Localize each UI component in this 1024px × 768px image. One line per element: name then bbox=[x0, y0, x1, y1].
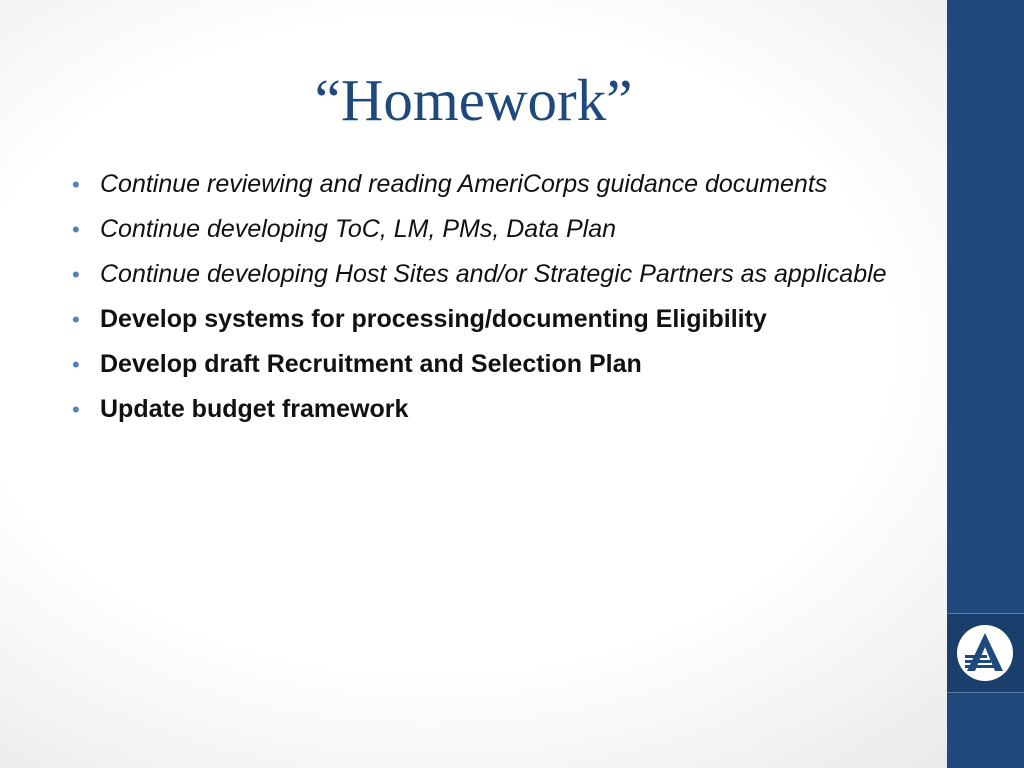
logo-block bbox=[947, 614, 1024, 692]
bullet-dot-icon: • bbox=[72, 352, 80, 377]
bullet-text: Develop systems for processing/documenting Eligibility bbox=[100, 305, 767, 333]
bullet-text: Update budget framework bbox=[100, 395, 409, 423]
bullet-item-guidance-documents bbox=[72, 166, 892, 203]
sidebar-divider-bottom bbox=[947, 692, 1024, 693]
bullet-item-budget-framework bbox=[72, 391, 892, 428]
americorps-logo-glyph-icon bbox=[957, 625, 1013, 681]
bullet-text: Continue reviewing and reading AmeriCorps guidance documents bbox=[100, 170, 828, 198]
bullet-dot-icon: • bbox=[72, 307, 80, 332]
bullet-text: Continue developing ToC, LM, PMs, Data Plan bbox=[100, 215, 617, 243]
bullet-dot-icon: • bbox=[72, 397, 80, 422]
bullet-dot-icon: • bbox=[72, 217, 80, 242]
bullet-item-toc-lm-pms bbox=[72, 211, 892, 248]
bullet-item-recruitment-plan bbox=[72, 346, 892, 383]
bullet-list bbox=[72, 166, 892, 436]
bullet-dot-icon: • bbox=[72, 172, 80, 197]
bullet-text: Develop draft Recruitment and Selection Plan bbox=[100, 350, 642, 378]
sidebar-accent bbox=[947, 0, 1024, 768]
bullet-item-host-sites bbox=[72, 256, 892, 293]
slide-title: “Homework” bbox=[314, 67, 633, 133]
bullet-item-eligibility bbox=[72, 301, 892, 338]
bullet-text: Continue developing Host Sites and/or Strategic Partners as applicable bbox=[100, 260, 887, 288]
americorps-logo-icon bbox=[957, 625, 1013, 681]
bullet-dot-icon: • bbox=[72, 262, 80, 287]
